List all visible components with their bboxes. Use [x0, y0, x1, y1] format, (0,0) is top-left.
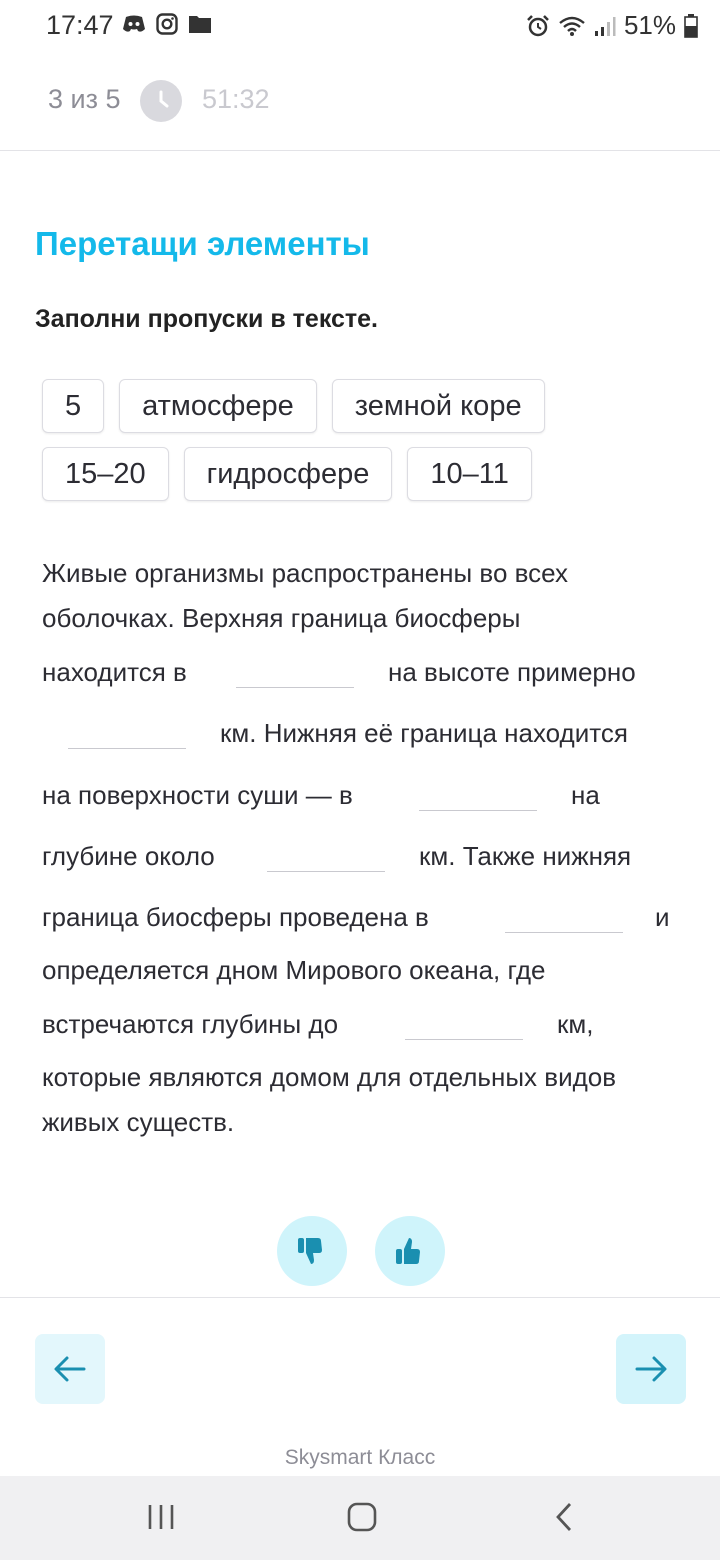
passage-text: встречаются глубины до	[42, 1009, 339, 1039]
answer-options	[42, 379, 682, 515]
clock-icon	[140, 80, 182, 122]
question-progress: 3 из 5	[48, 84, 121, 114]
previous-button[interactable]	[35, 1334, 105, 1404]
thumbs-up-icon	[394, 1235, 426, 1267]
passage-text: глубине около	[42, 841, 215, 871]
arrow-left-icon	[52, 1354, 88, 1384]
status-bar	[0, 0, 720, 52]
drop-slot-2[interactable]	[68, 718, 186, 749]
discord-icon	[122, 14, 146, 34]
passage-text: км,	[557, 1009, 594, 1039]
footer-divider	[0, 1297, 720, 1298]
passage-line: Живые организмы распространены во всех	[42, 558, 569, 588]
passage-text: на высоте примерно	[388, 657, 636, 687]
passage-text: находится в	[42, 657, 187, 687]
passage-text: км. Нижняя её граница находится	[220, 718, 628, 748]
signal-icon	[594, 15, 616, 37]
drop-slot-5[interactable]	[505, 902, 623, 933]
task-title: Перетащи элементы	[35, 225, 370, 262]
passage-line: оболочках. Верхняя граница биосферы	[42, 603, 521, 633]
option-chip[interactable]: земной коре	[332, 379, 545, 433]
instagram-icon	[156, 13, 178, 35]
drop-slot-4[interactable]	[267, 841, 385, 872]
passage-line: определяется дном Мирового океана, где	[42, 955, 546, 985]
drop-slot-6[interactable]	[405, 1009, 523, 1040]
status-time: 17:47	[46, 10, 114, 40]
folder-icon	[188, 14, 212, 34]
option-chip[interactable]: 5	[42, 379, 104, 433]
option-chip[interactable]: атмосфере	[119, 379, 317, 433]
like-button[interactable]	[375, 1216, 445, 1286]
battery-percent: 51%	[623, 10, 676, 40]
wifi-icon	[558, 14, 586, 38]
passage-text: на	[571, 780, 600, 810]
option-chip[interactable]: 15–20	[42, 447, 169, 501]
next-button[interactable]	[616, 1334, 686, 1404]
passage-text: граница биосферы проведена в	[42, 902, 429, 932]
task-instruction: Заполни пропуски в тексте.	[35, 305, 379, 333]
passage-text: км. Также нижняя	[419, 841, 632, 871]
brand-label: Skysmart Класс	[284, 1446, 436, 1469]
dislike-button[interactable]	[277, 1216, 347, 1286]
drop-slot-1[interactable]	[236, 657, 354, 688]
home-icon[interactable]	[346, 1502, 378, 1532]
option-chip[interactable]: 10–11	[407, 447, 532, 501]
system-navigation-bar	[0, 1476, 720, 1560]
passage-text: на поверхности суши — в	[42, 780, 353, 810]
alarm-icon	[526, 14, 550, 38]
recent-apps-icon[interactable]	[146, 1502, 176, 1532]
thumbs-down-icon	[296, 1235, 328, 1267]
passage-text: и	[655, 902, 670, 932]
test-header	[0, 58, 720, 151]
passage-line: которые являются домом для отдельных видов	[42, 1062, 617, 1092]
battery-icon	[684, 14, 698, 38]
passage-line: живых существ.	[42, 1107, 235, 1137]
drop-slot-3[interactable]	[419, 780, 537, 811]
timer: 51:32	[202, 84, 270, 114]
back-icon[interactable]	[552, 1502, 576, 1532]
option-chip[interactable]: гидросфере	[184, 447, 393, 501]
arrow-right-icon	[633, 1354, 669, 1384]
